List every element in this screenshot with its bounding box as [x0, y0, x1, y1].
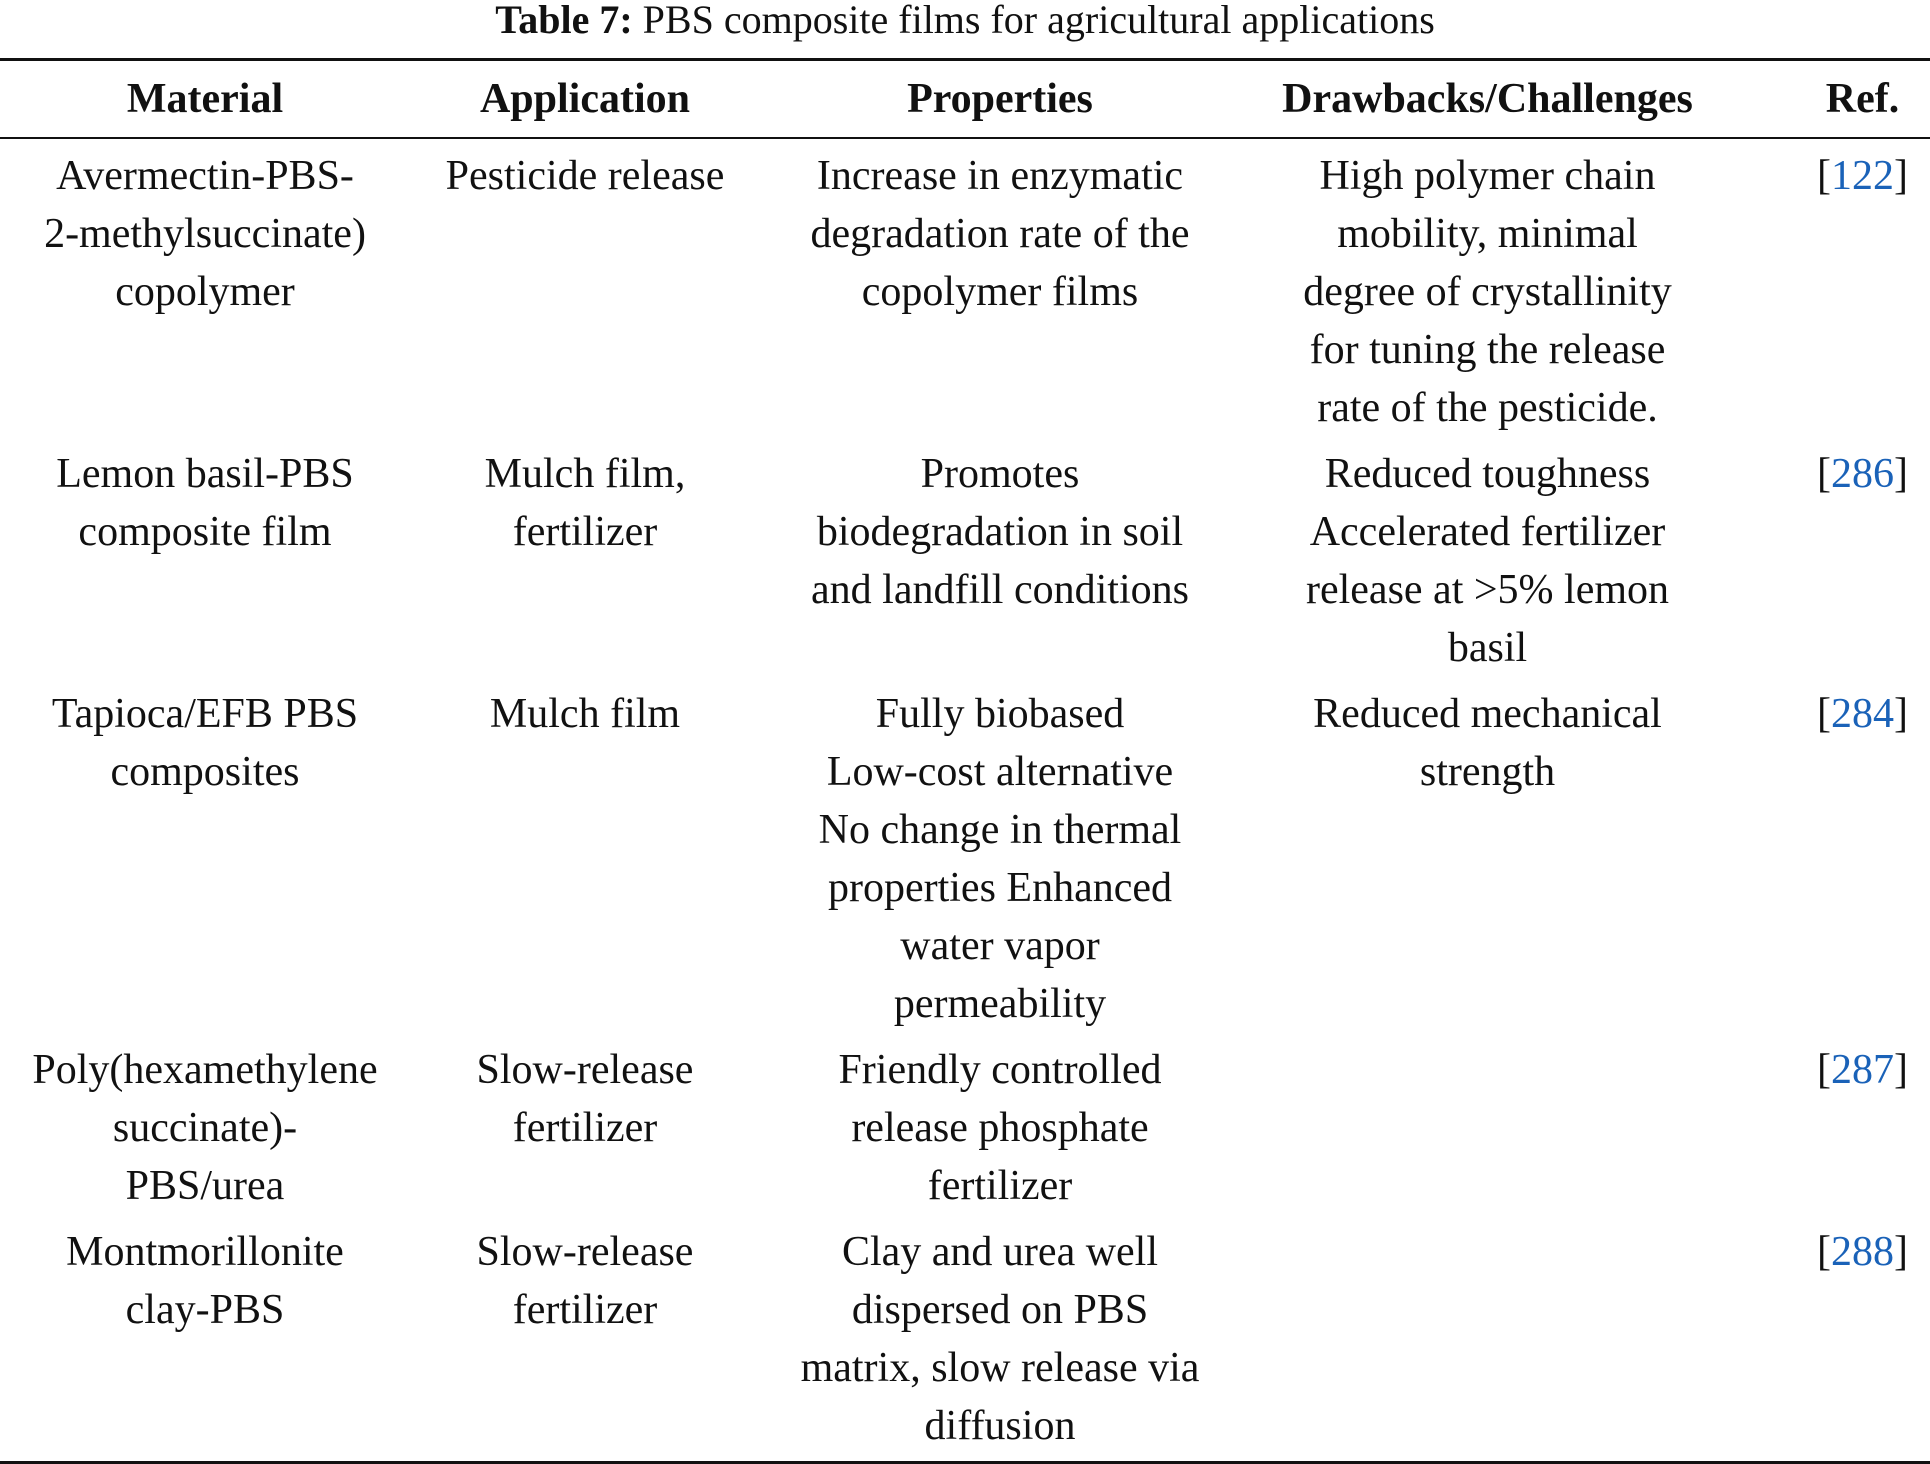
reference-link[interactable]: 286: [1831, 451, 1894, 497]
reference-link[interactable]: 287: [1831, 1047, 1894, 1093]
column-header-application: Application: [479, 76, 691, 122]
cell-properties: Clay and urea well dispersed on PBS matrix, slow release via diffusion: [800, 1229, 1200, 1449]
cell-drawbacks: [1240, 1033, 1735, 1215]
table-row: [0, 138, 1930, 437]
table-row: [0, 437, 1930, 677]
data-table: [0, 58, 1930, 1464]
cell-material: Tapioca/EFB PBS composites: [51, 691, 359, 795]
table-row: [0, 1033, 1930, 1215]
cell-drawbacks: High polymer chain mobility, minimal degree of crystallinity for tuning the release rate of the pesticide.: [1303, 153, 1672, 431]
table-row: [0, 677, 1930, 1033]
cell-drawbacks: Reduced mechanical strength: [1313, 691, 1662, 795]
cell-application: Mulch film: [489, 691, 681, 737]
cell-ref: [286]: [1817, 451, 1908, 497]
column-header-properties: Properties: [907, 76, 1093, 122]
cell-properties: Increase in enzymatic degradation rate of the copolymer films: [810, 153, 1190, 315]
table-caption-label: Table 7:: [495, 0, 633, 42]
cell-ref: [122]: [1817, 153, 1908, 199]
cell-application: Mulch film, fertilizer: [484, 451, 686, 555]
column-header-ref: Ref.: [1825, 76, 1900, 122]
cell-material: Lemon basil-PBS composite film: [56, 451, 354, 555]
cell-material: Avermectin-PBS- 2-methylsuccinate) copolymer: [44, 153, 366, 315]
reference-link[interactable]: 122: [1831, 153, 1894, 199]
cell-properties: Friendly controlled release phosphate fertilizer: [838, 1047, 1162, 1209]
cell-material: Montmorillonite clay-PBS: [66, 1229, 344, 1333]
cell-drawbacks: Reduced toughness Accelerated fertilizer release at >5% lemon basil: [1305, 451, 1670, 671]
table-header-row: [0, 60, 1930, 139]
cell-application: Slow-release fertilizer: [476, 1229, 694, 1333]
cell-ref: [288]: [1817, 1229, 1908, 1275]
cell-material: Poly(hexamethylene succinate)- PBS/urea: [32, 1047, 378, 1209]
cell-application: Pesticide release: [445, 153, 725, 199]
table-caption-title: PBS composite films for agricultural applications: [632, 0, 1435, 42]
reference-link[interactable]: 284: [1831, 691, 1894, 737]
cell-ref: [284]: [1817, 691, 1908, 737]
table-caption: [0, 0, 1930, 40]
cell-properties: Fully biobased Low-cost alternative No change in thermal properties Enhanced water vapor permeability: [818, 691, 1182, 1027]
cell-properties: Promotes biodegradation in soil and landfill conditions: [811, 451, 1189, 613]
cell-ref: [287]: [1817, 1047, 1908, 1093]
cell-drawbacks: [1240, 1215, 1735, 1463]
reference-link[interactable]: 288: [1831, 1229, 1894, 1275]
cell-application: Slow-release fertilizer: [476, 1047, 694, 1151]
column-header-drawbacks: Drawbacks/Challenges: [1282, 76, 1693, 122]
column-header-material: Material: [126, 76, 284, 122]
table-row: [0, 1215, 1930, 1463]
